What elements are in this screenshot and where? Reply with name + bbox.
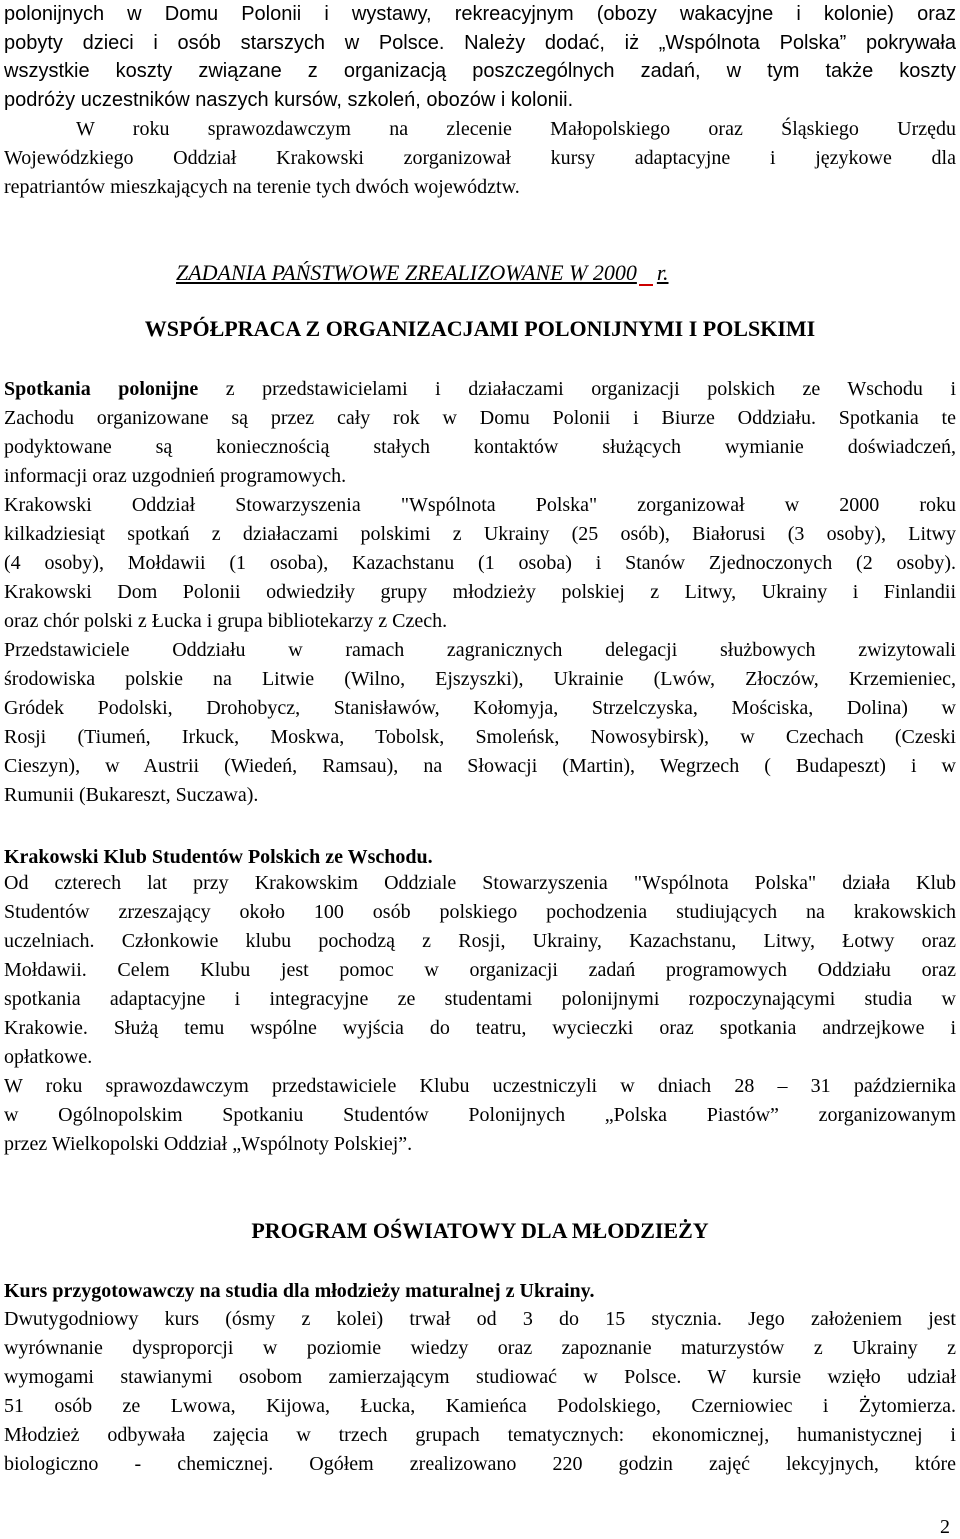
text-line: wymogami stawianymi osobom zamierzającym studiować w Polsce. W kursie wzięło udział — [4, 1366, 956, 1388]
text-line: opłatkowe. — [4, 1046, 93, 1068]
text-line: Krakowie. Służą temu wspólne wyjścia do teatru, wycieczki oraz spotkania andrzejkowe i — [4, 1017, 956, 1039]
text-line: biologiczno - chemicznej. Ogółem zrealizowano 220 godzin zajęć lekcyjnych, które — [4, 1453, 956, 1475]
text-line: uczelniach. Członkowie klubu pochodzą z Rosji, Ukrainy, Kazachstanu, Litwy, Łotwy oraz — [4, 930, 956, 952]
text-line: Krakowski Dom Polonii odwiedziły grupy młodzieży polskiej z Litwy, Ukrainy i Finlandii — [4, 581, 956, 603]
text-line: spotkania adaptacyjne i integracyjne ze studentami polonijnymi rozpoczynającymi studia w — [4, 988, 956, 1010]
text-line: podyktowane są koniecznością stałych kontaktów służących wymianie doświadczeń, — [4, 436, 956, 458]
course-paragraph — [4, 1305, 956, 1479]
section-title — [176, 260, 669, 286]
text-line: kilkadziesiąt spotkań z działaczami polskimi z Ukrainy (25 osób), Białorusi (3 osoby), Litwy — [4, 523, 956, 545]
repatriation-paragraph — [4, 115, 956, 202]
text-line: Wojewódzkiego Oddział Krakowski zorganizował kursy adaptacyjne i językowe dla — [4, 147, 956, 169]
text-line: (4 osoby), Mołdawii (1 osoba), Kazachstanu (1 osoba) i Stanów Zjednoczonych (2 osoby). — [4, 552, 956, 574]
text-line: wyrównanie dysproporcji w poziomie wiedzy oraz zapoznanie maturzystów z Ukrainy z — [4, 1337, 956, 1359]
krakowski-paragraph — [4, 491, 956, 636]
text-line: Zachodu organizowane są przez cały rok w Domu Polonii i Biurze Oddziału. Spotkania te — [4, 407, 956, 429]
spotkania-lead: Spotkania polonijne — [4, 378, 199, 400]
club-heading-text: Krakowski Klub Studentów Polskich ze Wschodu. — [4, 846, 433, 868]
text-line: Rosji (Tiumeń, Irkuck, Moskwa, Tobolsk, Smoleńsk, Nowosybirsk), w Czechach (Czeski — [4, 726, 956, 748]
text-line: Od czterech lat przy Krakowskim Oddziale Stowarzyszenia "Wspólnota Polska" działa Klub — [4, 872, 956, 894]
text-line: przez Wielkopolski Oddział „Wspólnoty Polskiej”. — [4, 1133, 413, 1155]
text-line: 51 osób ze Lwowa, Kijowa, Łucka, Kamieńca Podolskiego, Czerniowiec i Żytomierza. — [4, 1395, 956, 1417]
section-title-text: ZADANIA PAŃSTWOWE ZREALIZOWANE W 2000 — [176, 260, 637, 285]
spotkania-paragraph — [4, 375, 956, 491]
course-heading-text: Kurs przygotowawczy na studia dla młodzieży maturalnej z Ukrainy. — [4, 1280, 595, 1302]
club-paragraph — [4, 869, 956, 1159]
course-heading — [4, 1277, 956, 1306]
intro-paragraph — [4, 0, 956, 114]
section-title-suffix: r. — [656, 260, 669, 285]
text-line: pobyty dzieci i osób starszych w Polsce. Należy dodać, iż „Wspólnota Polska” pokrywała — [4, 31, 956, 54]
text-line: Przedstawiciele Oddziału w ramach zagranicznych delegacji służbowych zwizytowali — [4, 639, 956, 661]
club-heading — [4, 843, 956, 872]
text-line: polonijnych w Domu Polonii i wystawy, rekreacyjnym (obozy wakacyjne i kolonie) oraz — [4, 3, 956, 25]
text-line: Cieszyn), w Austrii (Wiedeń, Ramsau), na Słowacji (Martin), Wegrzech ( Budapeszt) i w — [4, 755, 956, 777]
heading-education: PROGRAM OŚWIATOWY DLA MŁODZIEŻY — [251, 1218, 709, 1243]
text-line: Rumunii (Bukareszt, Suczawa). — [4, 784, 259, 806]
text-line: Studentów zrzeszający około 100 osób polskiego pochodzenia studiujących na krakowskich — [4, 901, 956, 923]
text-line: podróży uczestników naszych kursów, szkoleń, obozów i kolonii. — [4, 88, 574, 111]
red-underline-mark — [639, 264, 653, 286]
course-heading-line — [4, 1277, 956, 1306]
text-line: wszystkie koszty związane z organizacją poszczególnych zadań, w tym także koszty — [4, 60, 956, 82]
text-line: środowiska polskie na Litwie (Wilno, Ejszyszki), Ukrainie (Lwów, Złoczów, Krzemieniec, — [4, 668, 956, 690]
text-line — [4, 375, 956, 404]
page-number: 2 — [940, 1516, 950, 1538]
text-line: Krakowski Oddział Stowarzyszenia "Wspólnota Polska" zorganizował w 2000 roku — [4, 494, 956, 516]
text-line: repatriantów mieszkających na terenie tych dwóch województw. — [4, 176, 520, 198]
text-line: W roku sprawozdawczym na zlecenie Małopolskiego oraz Śląskiego Urzędu — [76, 118, 956, 140]
delegations-paragraph — [4, 636, 956, 810]
text-line: Młodzież odbywała zajęcia w trzech grupach tematycznych: ekonomicznej, humanistycznej i — [4, 1424, 956, 1446]
text-line: W roku sprawozdawczym przedstawiciele Klubu uczestniczyli w dniach 28 – 31 października — [4, 1075, 956, 1097]
text-line: Dwutygodniowy kurs (ósmy z kolei) trwał od 3 do 15 stycznia. Jego założeniem jest — [4, 1308, 956, 1330]
text-line: Mołdawii. Celem Klubu jest pomoc w organizacji zadań programowych Oddziału oraz — [4, 959, 956, 981]
text-span: z przedstawicielami i działaczami organizacji polskich ze Wschodu i — [198, 378, 956, 400]
heading-cooperation: WSPÓŁPRACA Z ORGANIZACJAMI POLONIJNYMI I POLSKIMI — [144, 316, 816, 341]
text-line: w Ogólnopolskim Spotkaniu Studentów Polonijnych „Polska Piastów” zorganizowanym — [4, 1104, 956, 1126]
text-line: Gródek Podolski, Drohobycz, Stanisławów, Kołomyja, Strzelczyska, Mościska, Dolina) w — [4, 697, 956, 719]
club-heading-line — [4, 843, 956, 872]
text-line: oraz chór polski z Łucka i grupa bibliotekarzy z Czech. — [4, 610, 448, 632]
text-line: informacji oraz uzgodnień programowych. — [4, 465, 347, 487]
